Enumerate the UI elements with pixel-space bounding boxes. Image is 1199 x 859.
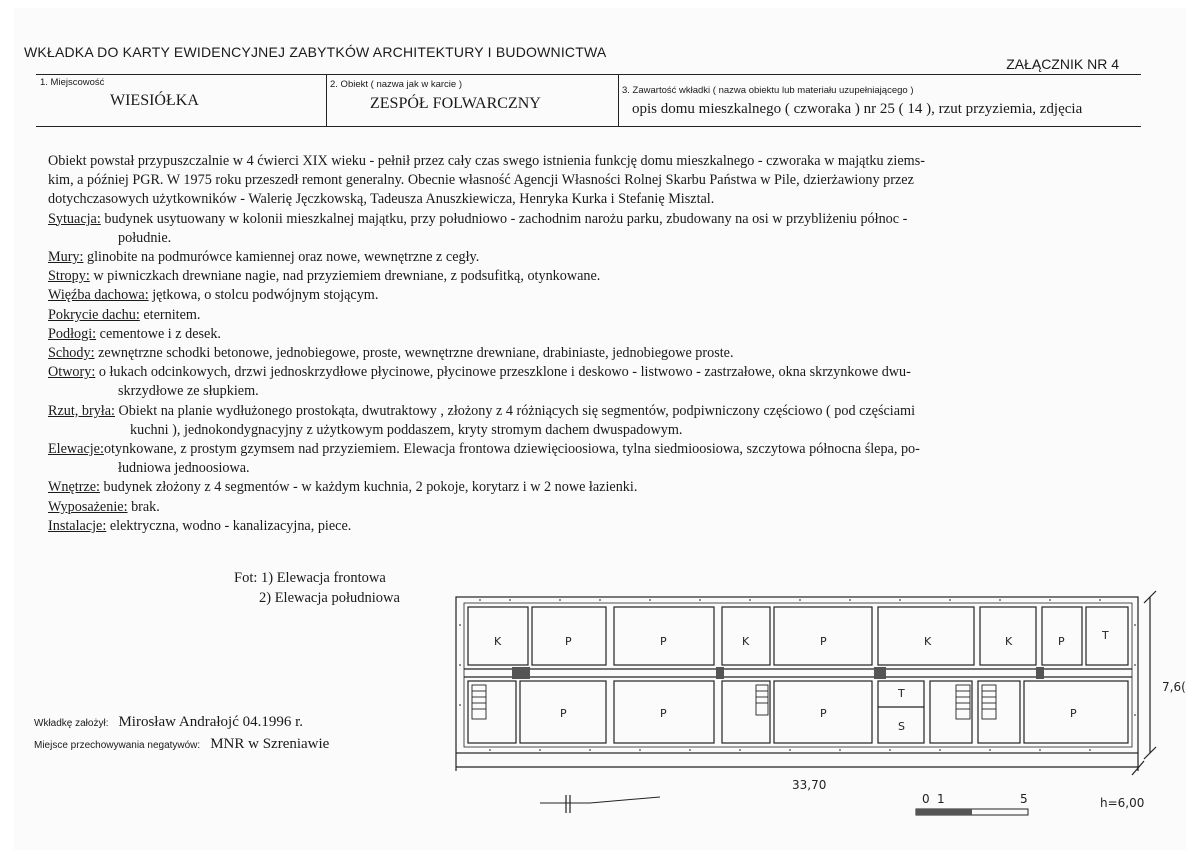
schody-text: zewnętrzne schodki betonowe, jednobiegowe, proste, wewnętrzne drewniane, drabiniaste, jednobiegowe proste. [94, 345, 734, 362]
room-label: P [660, 635, 667, 648]
room-label: K [742, 635, 750, 648]
wnetrze-label: Wnętrze: [48, 479, 100, 496]
instalacje-label: Instalacje: [48, 517, 107, 534]
content-value: opis domu mieszkalnego ( czworaka ) nr 25 ( 14 ), rzut przyziemia, zdjęcia [632, 101, 1083, 117]
instalacje-row [48, 517, 1108, 536]
sytuacja-text: budynek usytuowany w kolonii mieszkalnej majątku, przy południowo - zachodnim narożu parku, zbudowany na osi w przybliżeniu północ - [100, 210, 908, 227]
floor-plan [440, 585, 1186, 835]
photo-caption-2: 2) Elewacja południowa [259, 590, 400, 606]
pokrycie-text: eternitem. [139, 306, 201, 323]
table-divider-2 [618, 74, 619, 126]
scale-label-0: 0 [922, 792, 930, 806]
scale-label-5: 5 [1020, 792, 1028, 806]
room-label: S [898, 720, 905, 733]
storage-value: MNR w Szreniawie [210, 736, 330, 752]
room-label: T [898, 687, 905, 700]
room-label: P [820, 635, 827, 648]
elewacje-label: Elewacje: [48, 441, 104, 458]
stropy-text: w piwniczkach drewniane nagie, nad przyziemiem drewniane, z podsufitką, otynkowane. [89, 268, 601, 285]
wiezba-label: Więźba dachowa: [48, 287, 149, 304]
object-value: ZESPÓŁ FOLWARCZNY [370, 95, 541, 112]
wiezba-row [48, 286, 1108, 305]
podlogi-text: cementowe i z desek. [96, 325, 221, 342]
room-label: P [820, 707, 827, 720]
podlogi-row [48, 325, 1108, 344]
plan-height: h=6,00 [1100, 796, 1145, 810]
rzut-text: Obiekt na planie wydłużonego prostokąta, dwutraktowy , złożony z 4 różniących się segmentów, podpiwniczony częściowo ( pod częściami [114, 402, 916, 419]
plan-inner-outline [464, 603, 1132, 747]
wnetrze-row [48, 478, 1108, 497]
otwory-row [48, 363, 1108, 382]
photo-caption-1: Fot: 1) Elewacja frontowa [234, 570, 386, 586]
room-label: K [1005, 635, 1013, 648]
content-label: 3. Zawartość wkładki ( nazwa obiektu lub materiału uzupełniającego ) [622, 85, 914, 96]
room-label: P [660, 707, 667, 720]
annex-number: ZAŁĄCZNIK NR 4 [1006, 56, 1119, 72]
author-value: Mirosław Andrałojć 04.1996 r. [118, 714, 304, 730]
room-label: K [494, 635, 502, 648]
plan-length: 33,70 [792, 778, 827, 792]
description-body [48, 152, 1108, 536]
wyposazenie-row [48, 498, 1108, 517]
storage-row [34, 735, 329, 753]
scale-label-1: 1 [937, 792, 945, 806]
room-label: T [1102, 629, 1109, 642]
room-label: P [565, 635, 572, 648]
wyposazenie-text: brak. [127, 498, 160, 515]
otwory-continued: skrzydłowe ze słupkiem. [118, 383, 259, 400]
stropy-row [48, 267, 1108, 286]
object-label: 2. Obiekt ( nazwa jak w karcie ) [330, 79, 462, 90]
locality-value: WIESIÓŁKA [110, 92, 199, 109]
rzut-row [48, 402, 1108, 421]
mury-row [48, 248, 1108, 267]
pokrycie-row [48, 306, 1108, 325]
mury-text: glinobite na podmurówce kamiennej oraz nowe, wewnętrzne z cegły. [83, 249, 480, 266]
intro-line: Obiekt powstał przypuszczalnie w 4 ćwierci XIX wieku - pełnił przez cały czas swego istnienia funkcję domu mieszkalnego - czworaka w majątku ziems- [48, 153, 925, 169]
locality-label: 1. Miejscowość [40, 77, 105, 88]
otwory-label: Otwory: [48, 364, 96, 381]
wyposazenie-label: Wyposażenie: [48, 498, 128, 515]
elewacje-text: otynkowane, z prostym gzymsem nad przyziemiem. Elewacja frontowa dziewięcioosiowa, tylna siedmioosiowa, szczytowa północna ślepa, po- [103, 441, 920, 458]
intro-line: kim, a później PGR. W 1975 roku przeszedł remont generalny. Obecnie własność Agencji Własności Rolnej Skarbu Państwa w Pile, dzierżawiony przez [48, 172, 914, 189]
rzut-continued: kuchni ), jednokondygnacyjny z użytkowym poddaszem, kryty stromym dachem dwuspadowym. [130, 421, 683, 438]
storage-label: Miejsce przechowywania negatywów: [34, 740, 201, 751]
elewacje-continued: łudniowa jednoosiowa. [118, 460, 250, 477]
table-bottom-line [36, 126, 1141, 127]
rzut-label: Rzut, bryła: [48, 402, 115, 419]
stropy-label: Stropy: [48, 268, 90, 285]
elewacje-row [48, 440, 1108, 459]
form-title: WKŁADKA DO KARTY EWIDENCYJNEJ ZABYTKÓW ARCHITEKTURY I BUDOWNICTWA [24, 44, 607, 60]
schody-row [48, 344, 1108, 363]
wiezba-text: jętkowa, o stolcu podwójnym stojącym. [148, 287, 379, 304]
mury-label: Mury: [48, 249, 84, 266]
author-label: Wkładkę założył: [34, 718, 109, 729]
sytuacja-continued: południe. [118, 229, 172, 246]
sytuacja-row [48, 210, 1108, 229]
room-label: K [924, 635, 932, 648]
room-label: P [1070, 707, 1077, 720]
author-row [34, 713, 303, 731]
plan-width: 7,6( [1162, 680, 1186, 694]
intro-line: dotychczasowych użytkowników - Walerię Jęczkowską, Tadeusza Anuszkiewicza, Henryka Kurka i Stefanię Misztal. [48, 191, 715, 208]
table-divider-1 [326, 74, 327, 126]
podlogi-label: Podłogi: [48, 325, 97, 342]
table-top-line [36, 74, 1141, 75]
room-label: P [560, 707, 567, 720]
sytuacja-label: Sytuacja: [48, 210, 101, 227]
otwory-text: o łukach odcinkowych, drzwi jednoskrzydłowe płycinowe, płycinowe przeszklone i deskowo - listwowo - zastrzałowe, okna skrzynkowe dwu- [95, 364, 911, 381]
schody-label: Schody: [48, 345, 95, 362]
room-label: P [1058, 635, 1065, 648]
pokrycie-label: Pokrycie dachu: [48, 306, 140, 323]
instalacje-text: elektryczna, wodno - kanalizacyjna, piece. [106, 517, 352, 534]
wnetrze-text: budynek złożony z 4 segmentów - w każdym kuchnia, 2 pokoje, korytarz i w 2 nowe łazienki. [99, 479, 638, 496]
